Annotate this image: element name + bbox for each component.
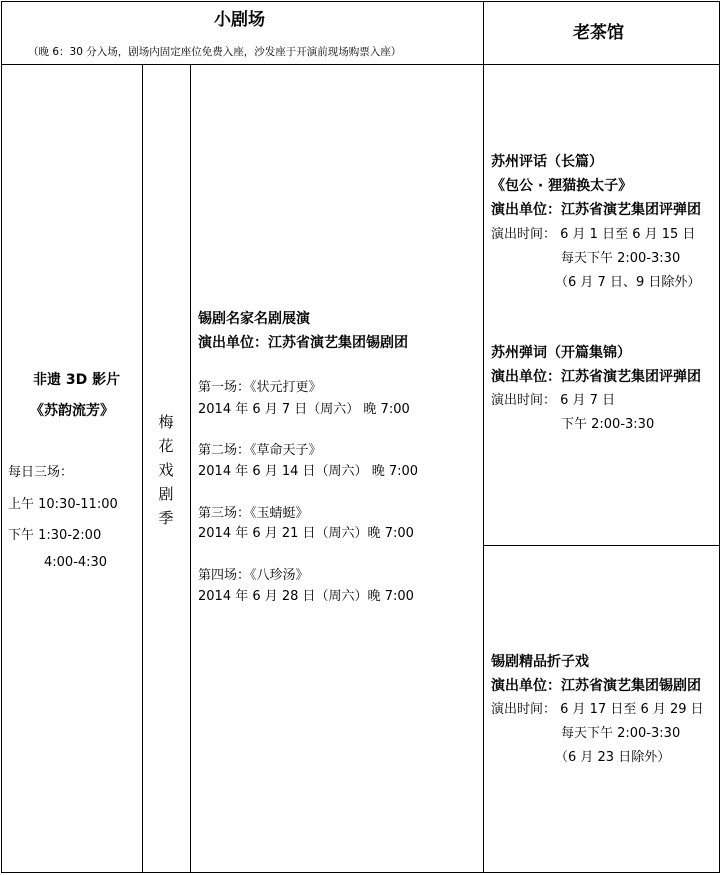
film-name: 《苏韵流芳》 — [30, 403, 114, 419]
teahouse-p3-daily: 每天下午 2:00-3:30 — [561, 726, 681, 741]
teahouse-p1-time: 演出时间： 6 月 1 日至 6 月 15 日 — [491, 227, 696, 242]
season-char: 剧 — [158, 485, 174, 503]
xiju-show-1-name: 第一场：《状元打更》 — [198, 380, 322, 395]
column-divider-main — [483, 1, 484, 873]
teahouse-p1-subtitle: 《包公 · 狸猫换太子》 — [491, 178, 633, 194]
teahouse-p2-title: 苏州弹词（开篇集锦） — [491, 345, 631, 361]
table-border-left — [1, 1, 2, 873]
teahouse-p2-daily: 下午 2:00-3:30 — [561, 417, 655, 432]
small-theater-note: （晚 6：30 分入场，剧场内固定座位免费入座，沙发座于开演前现场购票入座） — [28, 46, 402, 58]
film-session-3: 4:00-4:30 — [44, 555, 108, 570]
season-char: 季 — [158, 509, 174, 527]
teahouse-row-divider — [483, 545, 720, 546]
column-divider-season — [190, 64, 191, 873]
table-border-top — [1, 1, 720, 2]
teahouse-p2-time: 演出时间： 6 月 7 日 — [491, 393, 616, 408]
season-char: 戏 — [158, 461, 174, 479]
teahouse-p1-unit: 演出单位：江苏省演艺集团评弹团 — [491, 202, 701, 218]
season-char: 花 — [158, 437, 174, 455]
xiju-show-1-time: 2014 年 6 月 7 日（周六） 晚 7:00 — [198, 402, 410, 417]
xiju-show-4-time: 2014 年 6 月 28 日（周六）晚 7:00 — [198, 589, 414, 604]
film-title: 非遗 3D 影片 — [33, 372, 121, 388]
season-vertical-title — [156, 410, 176, 530]
teahouse-p2-unit: 演出单位：江苏省演艺集团评弹团 — [491, 369, 701, 385]
film-session-1: 上午 10:30-11:00 — [8, 497, 118, 512]
teahouse-p3-except: （6 月 23 日除外） — [555, 750, 671, 765]
teahouse-p3-unit: 演出单位：江苏省演艺集团锡剧团 — [491, 678, 701, 694]
xiju-show-2-name: 第二场：《草命天子》 — [198, 443, 322, 458]
film-session-2: 下午 1:30-2:00 — [8, 528, 102, 543]
teahouse-heading: 老茶馆 — [573, 23, 624, 43]
table-border-bottom — [1, 872, 720, 873]
xiju-show-3-time: 2014 年 6 月 21 日（周六）晚 7:00 — [198, 526, 414, 541]
teahouse-p1-daily: 每天下午 2:00-3:30 — [561, 251, 681, 266]
teahouse-p1-title: 苏州评话（长篇） — [491, 154, 603, 170]
column-divider-film — [142, 64, 143, 873]
xiju-title: 锡剧名家名剧展演 — [198, 311, 310, 327]
small-theater-heading: 小剧场 — [214, 10, 265, 30]
xiju-show-4-name: 第四场：《八珍汤》 — [198, 568, 309, 583]
teahouse-p1-except: （6 月 7 日、9 日除外） — [555, 275, 701, 290]
season-char: 梅 — [158, 413, 174, 431]
xiju-show-2-time: 2014 年 6 月 14 日（周六） 晚 7:00 — [198, 464, 419, 479]
header-divider — [1, 64, 720, 65]
teahouse-p3-time: 演出时间： 6 月 17 日至 6 月 29 日 — [491, 702, 704, 717]
xiju-show-3-name: 第三场：《玉蜻蜓》 — [198, 506, 309, 521]
teahouse-p3-title: 锡剧精品折子戏 — [491, 654, 589, 670]
table-border-right — [719, 1, 720, 873]
xiju-unit: 演出单位：江苏省演艺集团锡剧团 — [198, 335, 408, 351]
film-daily-label: 每日三场： — [8, 465, 74, 480]
